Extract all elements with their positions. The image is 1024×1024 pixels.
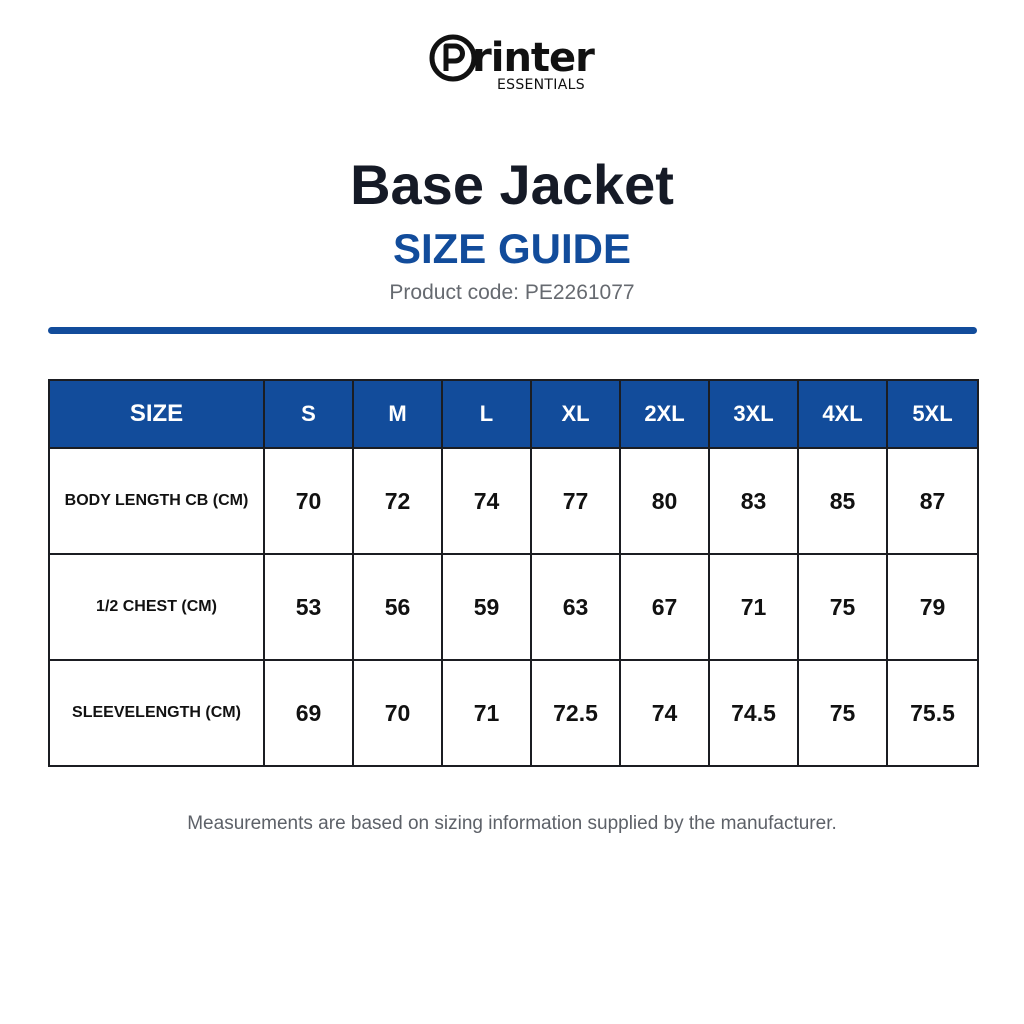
table-cell: 74 bbox=[442, 448, 531, 554]
table-cell: 67 bbox=[620, 554, 709, 660]
table-row bbox=[49, 448, 978, 554]
size-header: S bbox=[264, 380, 353, 448]
page-title: Base Jacket bbox=[350, 153, 674, 216]
table-cell: 63 bbox=[531, 554, 620, 660]
table-cell: 75 bbox=[798, 554, 887, 660]
printer-logo-icon bbox=[428, 33, 478, 83]
table-cell: 75.5 bbox=[887, 660, 978, 766]
brand-subtitle: ESSENTIALS bbox=[497, 77, 585, 93]
size-header: M bbox=[353, 380, 442, 448]
table-cell: 71 bbox=[709, 554, 798, 660]
row-label: 1/2 CHEST (CM) bbox=[49, 554, 264, 660]
size-header: 4XL bbox=[798, 380, 887, 448]
table-cell: 75 bbox=[798, 660, 887, 766]
table-cell: 74.5 bbox=[709, 660, 798, 766]
size-header: XL bbox=[531, 380, 620, 448]
table-cell: 53 bbox=[264, 554, 353, 660]
size-header: L bbox=[442, 380, 531, 448]
divider bbox=[48, 327, 977, 334]
table-cell: 69 bbox=[264, 660, 353, 766]
table-cell: 83 bbox=[709, 448, 798, 554]
table-cell: 79 bbox=[887, 554, 978, 660]
size-header: 2XL bbox=[620, 380, 709, 448]
row-label: SLEEVELENGTH (CM) bbox=[49, 660, 264, 766]
header-row bbox=[49, 380, 978, 448]
table-row bbox=[49, 660, 978, 766]
table-cell: 87 bbox=[887, 448, 978, 554]
table-cell: 72 bbox=[353, 448, 442, 554]
header-cell: SIZE bbox=[49, 380, 264, 448]
table-row bbox=[49, 554, 978, 660]
table-cell: 56 bbox=[353, 554, 442, 660]
brand-logo bbox=[428, 33, 608, 95]
row-label: BODY LENGTH CB (CM) bbox=[49, 448, 264, 554]
table-cell: 74 bbox=[620, 660, 709, 766]
size-header: 5XL bbox=[887, 380, 978, 448]
table-cell: 71 bbox=[442, 660, 531, 766]
product-code: Product code: PE2261077 bbox=[389, 281, 635, 304]
table-cell: 80 bbox=[620, 448, 709, 554]
table-cell: 72.5 bbox=[531, 660, 620, 766]
guide-label: SIZE GUIDE bbox=[392, 225, 632, 272]
table-cell: 59 bbox=[442, 554, 531, 660]
table-cell: 85 bbox=[798, 448, 887, 554]
table-cell: 70 bbox=[353, 660, 442, 766]
table-cell: 70 bbox=[264, 448, 353, 554]
table-cell: 77 bbox=[531, 448, 620, 554]
size-header: 3XL bbox=[709, 380, 798, 448]
size-table bbox=[48, 379, 979, 767]
footer-note: Measurements are based on sizing information supplied by the manufacturer. bbox=[187, 813, 837, 834]
brand-name: rinter bbox=[472, 35, 594, 81]
